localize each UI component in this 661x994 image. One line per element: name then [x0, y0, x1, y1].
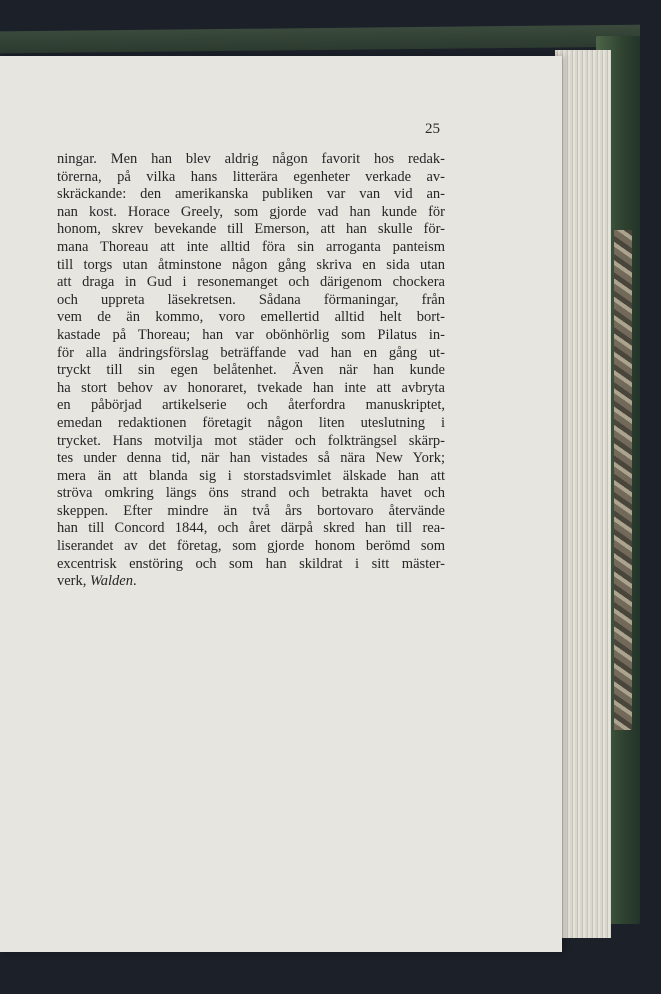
text-line: och uppreta läsekretsen. Sådana förmaningar, från	[57, 291, 445, 308]
text-line: skräckande: den amerikanska publiken var van vid an-	[57, 186, 445, 203]
text-line: mera än att blanda sig i storstadsvimlet älskade han att	[57, 467, 445, 484]
text-line: vem de än kommo, voro emellertid alltid helt bort-	[57, 309, 445, 326]
text-line: till torgs utan åtminstone någon gång skriva en sida utan	[57, 256, 445, 273]
page-edges	[555, 50, 611, 938]
page-number: 25	[425, 121, 440, 137]
text-line: nan kost. Horace Greely, som gjorde vad han kunde för	[57, 203, 445, 220]
text-line: att draga in Gud i resonemanget och därigenom chockera	[57, 274, 445, 291]
last-line-suffix: .	[132, 573, 137, 590]
text-line: tes under denna tid, när han vistades så nära New York;	[57, 450, 445, 467]
text-line: ningar. Men han blev aldrig någon favorit hos redak-	[57, 151, 445, 167]
text-line: skeppen. Efter mindre än två års bortovaro återvände	[57, 502, 445, 519]
text-line: en påbörjad artikelserie och återfordra manuskriptet,	[57, 397, 445, 414]
text-line: liserandet av det företag, som gjorde honom berömd som	[57, 538, 445, 555]
text-line: törerna, på vilka hans litterära egenheter verkade av-	[57, 168, 445, 185]
text-line: ströva omkring längs öns strand och betrakta havet och	[57, 485, 445, 502]
text-line: honom, skrev bevekande till Emerson, att han skulle för-	[57, 221, 445, 238]
last-line-prefix: verk,	[57, 573, 91, 590]
book-title-walden: Walden	[90, 573, 133, 590]
text-line: kastade på Thoreau; han var obönhörlig som Pilatus in-	[57, 326, 445, 343]
text-line: excentrisk enstöring och som han skildrat i sitt mäster-	[57, 555, 445, 572]
text-line: emedan redaktionen företagit någon liten uteslutning i	[57, 414, 445, 431]
text-line: ha stort behov av honoraret, tvekade han inte att avbryta	[57, 379, 445, 396]
book-cover-top	[0, 25, 640, 54]
text-line: för alla ändringsförslag beträffande vad han en gång ut-	[57, 344, 445, 361]
text-line: han till Concord 1844, och året därpå skred han till rea-	[57, 520, 445, 537]
body-text	[57, 151, 445, 591]
text-line: mana Thoreau att inte alltid föra sin arroganta panteism	[57, 238, 445, 255]
marbled-endpaper	[614, 230, 632, 730]
book-page	[0, 56, 562, 952]
text-line-last	[57, 573, 445, 591]
text-line: tryckt till sin egen belåtenhet. Även när han kunde	[57, 362, 445, 379]
text-line: trycket. Hans motvilja mot städer och folkträngsel skärp-	[57, 432, 445, 449]
